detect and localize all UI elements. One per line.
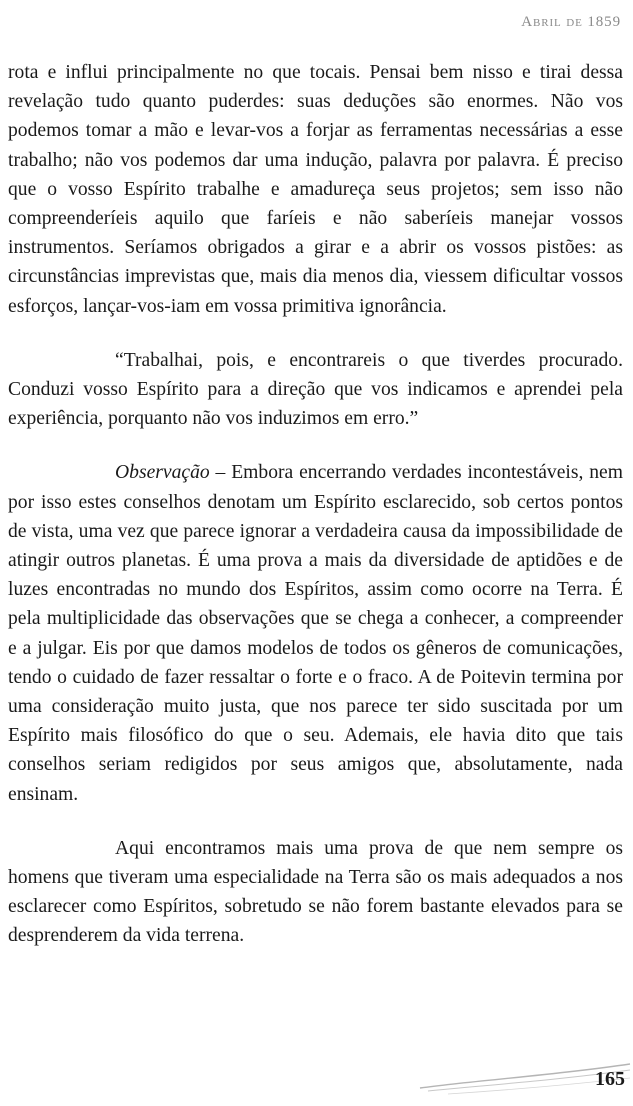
observation-term: Observação (115, 462, 210, 484)
paragraph-4: Aqui encontramos mais uma prova de que nem sempre os homens que tiveram uma especialidade na Terra são os mais adequados a nos esclarecer como Espíritos, sobretudo se não forem bastante elevados para se desprenderem da vida terrena. (8, 837, 623, 947)
page-body (8, 58, 623, 951)
page-number: 165 (595, 1068, 625, 1090)
paragraph-2-quote: “Trabalhai, pois, e encontrareis o que tiverdes procurado. Conduzi vosso Espírito para a direção que vos indicamos e aprendei pela experiência, porquanto não vos induzimos em erro.” (8, 349, 623, 430)
paragraph-1: rota e influi principalmente no que tocais. Pensai bem nisso e tirai dessa revelação tudo quanto puderdes: suas deduções são enormes. Não vos podemos tomar a mão e levar-vos a forjar as ferramentas necessárias a esse trabalho; não vos podemos dar uma indução, palavra por palavra. É preciso que o vosso Espírito trabalhe e amadureça seus projetos; sem isso não compreenderíeis aquilo que faríeis e não saberíeis manejar vossos instrumentos. Seríamos obrigados a girar e a abrir os vossos pistões: as circunstâncias imprevistas que, mais dia menos dia, viessem dificultar vossos esforços, lançar-vos-iam em vossa primitiva ignorância. (8, 62, 623, 317)
paragraph-3-observation (8, 458, 623, 808)
observation-text: – Embora encerrando verdades incontestáveis, nem por isso estes conselhos denotam um Espírito esclarecido, sob certos pontos de vista, uma vez que parece ignorar a verdadeira causa da impossibilidade de atingir outros planetas. É uma prova a mais da diversidade de aptidões e de luzes encontradas no mundo dos Espíritos, assim como ocorre na Terra. É pela multiplicidade das observações que se chega a conhecer, a compreender e a julgar. Eis por que damos modelos de todos os gêneros de comunicações, tendo o cuidado de fazer ressaltar o forte e o fraco. A de Poitevin termina por uma consideração muito justa, que nos parece ter sido suscitada por um Espírito mais filosófico do que o seu. Ademais, ele havia dito que tais conselhos seriam redigidos por seus amigos que, absolutamente, nada ensinam. (8, 462, 623, 805)
running-head: Abril de 1859 (521, 14, 621, 30)
